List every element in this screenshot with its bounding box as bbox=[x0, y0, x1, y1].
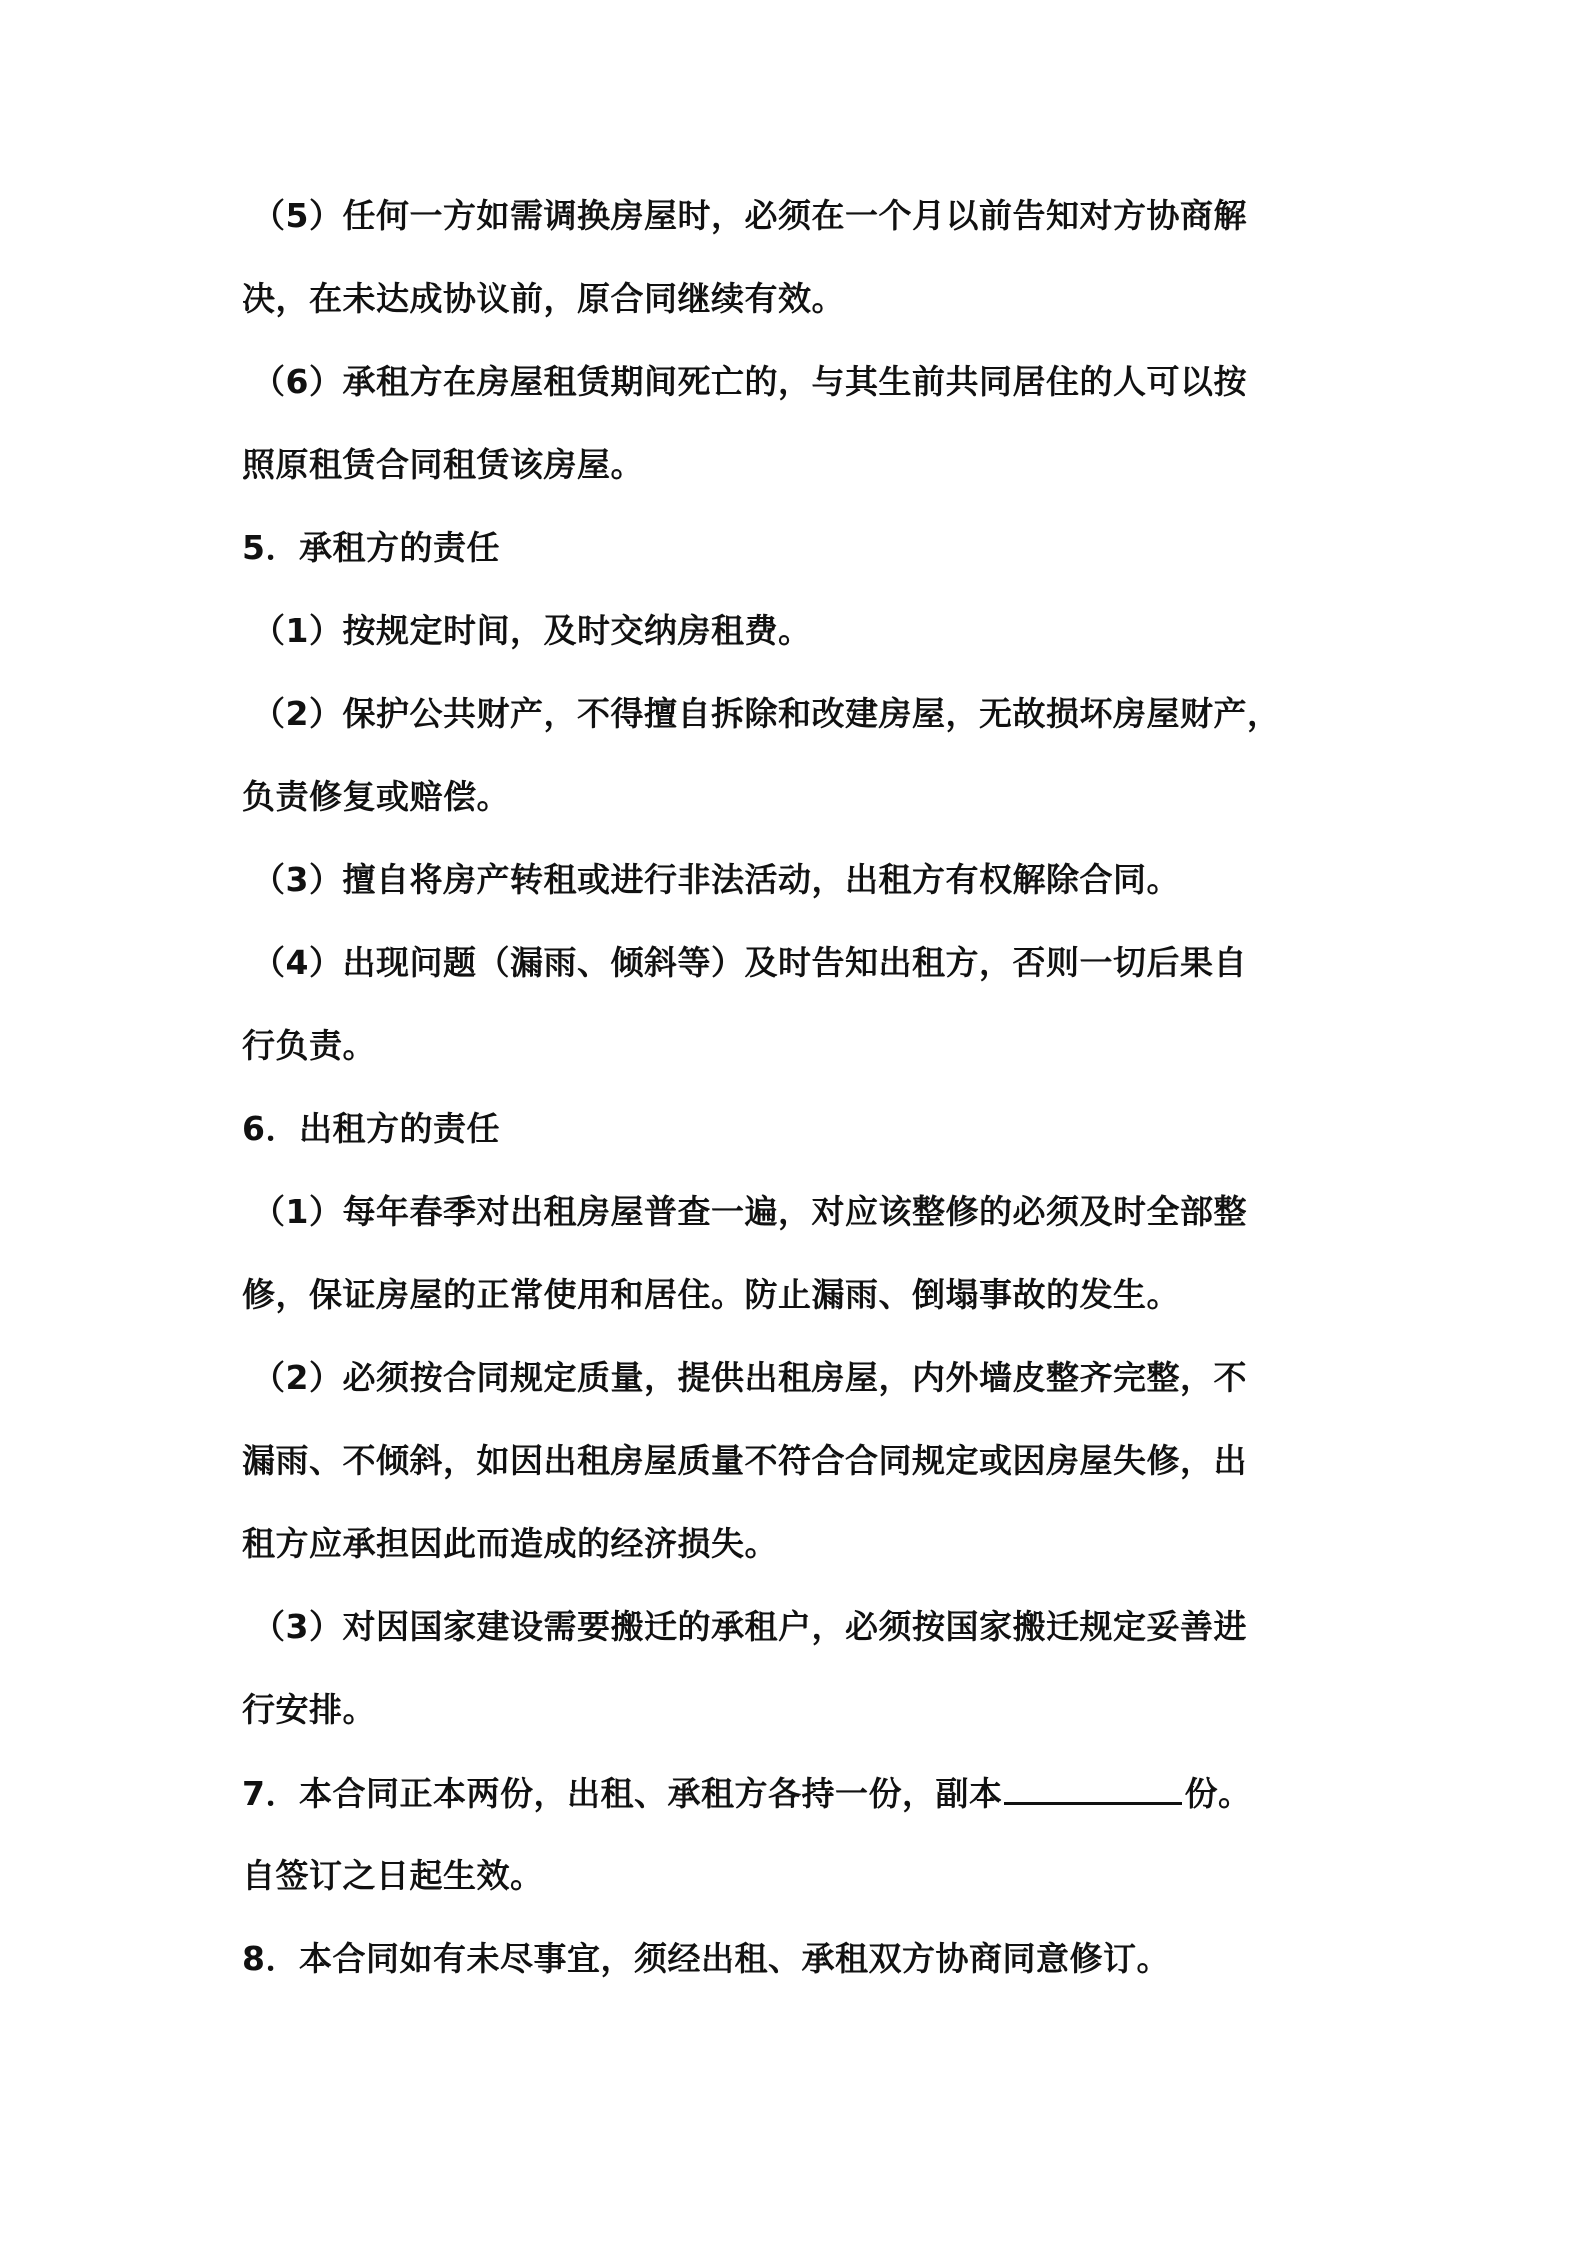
text-line: （1）每年春季对出租房屋普查一遍，对应该整修的必须及时全部整 bbox=[252, 1192, 1247, 1231]
text-line: 漏雨、不倾斜，如因出租房屋质量不符合合同规定或因房屋失修，出 bbox=[242, 1441, 1247, 1480]
clause-7-line bbox=[242, 1772, 1362, 1813]
text-line: 修，保证房屋的正常使用和居住。防止漏雨、倒塌事故的发生。 bbox=[242, 1275, 1180, 1314]
text-line: （3）擅自将房产转租或进行非法活动，出租方有权解除合同。 bbox=[252, 860, 1180, 899]
text-line: 租方应承担因此而造成的经济损失。 bbox=[242, 1524, 778, 1563]
text-line: （5）任何一方如需调换房屋时，必须在一个月以前告知对方协商解 bbox=[252, 196, 1247, 235]
text-line: （2）保护公共财产，不得擅自拆除和改建房屋，无故损坏房屋财产， bbox=[252, 694, 1281, 733]
text-line: （3）对因国家建设需要搬迁的承租户，必须按国家搬迁规定妥善进 bbox=[252, 1607, 1247, 1646]
section-heading: 6．出租方的责任 bbox=[242, 1109, 500, 1148]
section-heading: 5．承租方的责任 bbox=[242, 528, 500, 567]
text-line: 自签订之日起生效。 bbox=[242, 1856, 544, 1895]
text-line: 照原租赁合同租赁该房屋。 bbox=[242, 445, 644, 484]
clause-8-line: 8．本合同如有未尽事宜，须经出租、承租双方协商同意修订。 bbox=[242, 1939, 1170, 1978]
text-line: 负责修复或赔偿。 bbox=[242, 777, 510, 816]
text-line: （1）按规定时间，及时交纳房租费。 bbox=[252, 611, 812, 650]
text-line: （2）必须按合同规定质量，提供出租房屋，内外墙皮整齐完整，不 bbox=[252, 1358, 1247, 1397]
clause-7-text: 7．本合同正本两份，出租、承租方各持一份，副本 bbox=[242, 1774, 1003, 1813]
text-line: （4）出现问题（漏雨、倾斜等）及时告知出租方，否则一切后果自 bbox=[252, 943, 1247, 982]
copies-blank-field[interactable] bbox=[1004, 1772, 1182, 1805]
document-body bbox=[242, 195, 1362, 2021]
text-line: 行安排。 bbox=[242, 1690, 376, 1729]
text-line: 行负责。 bbox=[242, 1026, 376, 1065]
clause-7-suffix: 份。 bbox=[1184, 1774, 1252, 1813]
text-line: （6）承租方在房屋租赁期间死亡的，与其生前共同居住的人可以按 bbox=[252, 362, 1247, 401]
text-line: 决，在未达成协议前，原合同继续有效。 bbox=[242, 279, 845, 318]
